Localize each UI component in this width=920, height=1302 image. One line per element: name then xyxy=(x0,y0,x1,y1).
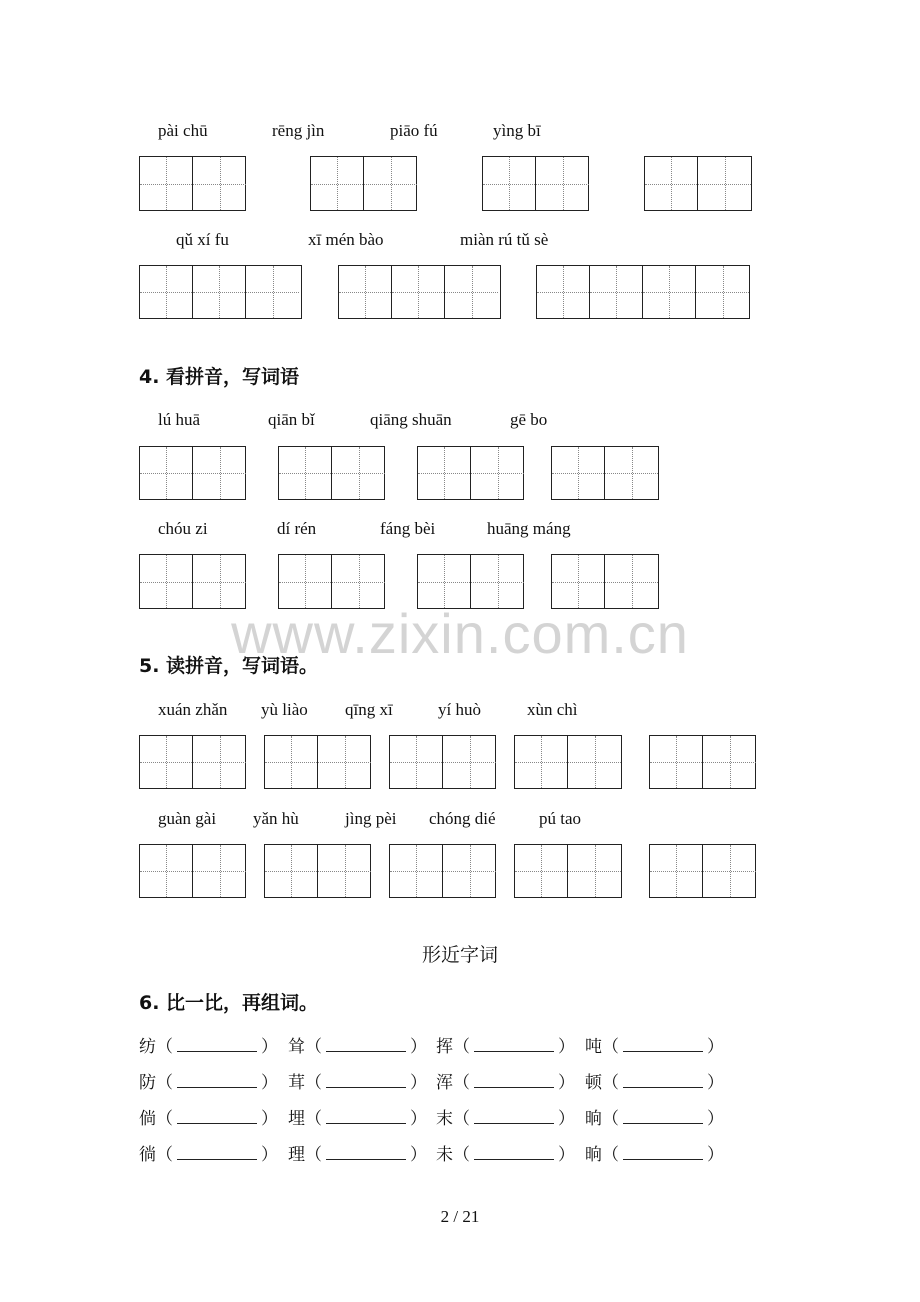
open-paren: （ xyxy=(156,1073,173,1093)
writing-grid[interactable] xyxy=(551,554,659,609)
compare-char: 未 xyxy=(436,1145,453,1165)
pinyin-label: gē bo xyxy=(510,410,548,429)
grid-cell[interactable] xyxy=(445,266,498,318)
writing-grid[interactable] xyxy=(389,735,496,789)
close-paren: ） xyxy=(261,1109,278,1129)
grid-cell[interactable] xyxy=(390,736,443,788)
compare-item xyxy=(436,1073,575,1092)
compare-char: 晌 xyxy=(585,1109,602,1129)
pinyin-label: guàn gài xyxy=(158,809,217,828)
grid-cell[interactable] xyxy=(590,266,643,318)
section-4-heading: 4. 看拼音，写词语 xyxy=(139,366,300,388)
close-paren: ） xyxy=(707,1145,724,1165)
open-paren: （ xyxy=(156,1109,173,1129)
grid-cell[interactable] xyxy=(140,447,193,499)
writing-grid[interactable] xyxy=(514,844,622,898)
grid-cell[interactable] xyxy=(140,736,193,788)
close-paren: ） xyxy=(558,1109,575,1129)
grid-cell[interactable] xyxy=(193,157,246,210)
grid-cell[interactable] xyxy=(568,736,621,788)
grid-cell[interactable] xyxy=(471,447,524,499)
answer-blank[interactable] xyxy=(623,1073,703,1088)
writing-grid[interactable] xyxy=(417,446,524,500)
grid-cell[interactable] xyxy=(390,845,443,897)
open-paren: （ xyxy=(453,1073,470,1093)
section-subtitle: 形近字词 xyxy=(421,944,498,966)
open-paren: （ xyxy=(305,1037,322,1057)
grid-cell[interactable] xyxy=(471,555,524,608)
writing-grid[interactable] xyxy=(278,554,385,609)
pinyin-label: huāng máng xyxy=(487,519,571,538)
grid-cell[interactable] xyxy=(418,555,471,608)
close-paren: ） xyxy=(261,1145,278,1165)
section-6-heading: 6. 比一比，再组词。 xyxy=(139,992,319,1014)
pinyin-label: lú huā xyxy=(158,410,201,429)
compare-item xyxy=(139,1073,278,1092)
pinyin-label: rēng jìn xyxy=(272,121,325,140)
grid-cell[interactable] xyxy=(193,555,246,608)
writing-grid[interactable] xyxy=(649,735,756,789)
compare-char: 浑 xyxy=(436,1073,453,1093)
grid-cell[interactable] xyxy=(483,157,536,210)
pinyin-label: chóu zi xyxy=(158,519,208,538)
grid-cell[interactable] xyxy=(311,157,364,210)
grid-cell[interactable] xyxy=(703,736,756,788)
answer-blank[interactable] xyxy=(474,1073,554,1088)
answer-blank[interactable] xyxy=(177,1073,257,1088)
grid-cell[interactable] xyxy=(703,845,756,897)
pinyin-label: yìng bī xyxy=(493,121,541,140)
section-5-heading: 5. 读拼音，写词语。 xyxy=(139,655,319,677)
grid-cell[interactable] xyxy=(193,266,246,318)
answer-blank[interactable] xyxy=(623,1145,703,1160)
open-paren: （ xyxy=(156,1037,173,1057)
compare-char: 埋 xyxy=(288,1109,305,1129)
compare-char: 徜 xyxy=(139,1145,156,1165)
pinyin-label: jìng pèi xyxy=(345,809,397,828)
open-paren: （ xyxy=(453,1109,470,1129)
grid-cell[interactable] xyxy=(696,266,749,318)
grid-cell[interactable] xyxy=(650,736,703,788)
compare-char: 茸 xyxy=(288,1073,305,1093)
compare-item xyxy=(139,1145,278,1164)
compare-char: 防 xyxy=(139,1073,156,1093)
answer-blank[interactable] xyxy=(326,1073,406,1088)
open-paren: （ xyxy=(156,1145,173,1165)
close-paren: ） xyxy=(558,1037,575,1057)
writing-grid[interactable] xyxy=(139,265,302,319)
grid-cell[interactable] xyxy=(332,447,385,499)
pinyin-label: chóng dié xyxy=(429,809,496,828)
open-paren: （ xyxy=(305,1145,322,1165)
writing-grid[interactable] xyxy=(482,156,589,211)
compare-item xyxy=(288,1073,427,1092)
compare-char: 耸 xyxy=(288,1037,305,1057)
writing-grid[interactable] xyxy=(514,735,622,789)
writing-grid[interactable] xyxy=(139,844,246,898)
pinyin-label: qiāng shuān xyxy=(370,410,452,429)
grid-cell[interactable] xyxy=(643,266,696,318)
compare-item xyxy=(585,1109,724,1128)
writing-grid[interactable] xyxy=(338,265,501,319)
open-paren: （ xyxy=(305,1073,322,1093)
writing-grid[interactable] xyxy=(536,265,750,319)
pinyin-label: piāo fú xyxy=(390,121,438,140)
compare-item xyxy=(288,1109,427,1128)
open-paren: （ xyxy=(602,1145,619,1165)
compare-item xyxy=(436,1037,575,1056)
writing-grid[interactable] xyxy=(139,446,246,500)
compare-item xyxy=(585,1145,724,1164)
grid-cell[interactable] xyxy=(265,736,318,788)
grid-cell[interactable] xyxy=(418,447,471,499)
grid-cell[interactable] xyxy=(552,447,605,499)
close-paren: ） xyxy=(558,1073,575,1093)
page-number: 2 / 21 xyxy=(440,1207,480,1226)
compare-item xyxy=(139,1109,278,1128)
grid-cell[interactable] xyxy=(140,845,193,897)
writing-grid[interactable] xyxy=(139,735,246,789)
answer-blank[interactable] xyxy=(623,1109,703,1124)
grid-cell[interactable] xyxy=(645,157,698,210)
grid-cell[interactable] xyxy=(140,555,193,608)
compare-char: 吨 xyxy=(585,1037,602,1057)
open-paren: （ xyxy=(602,1109,619,1129)
grid-cell[interactable] xyxy=(605,447,658,499)
compare-char: 挥 xyxy=(436,1037,453,1057)
pinyin-label: dí rén xyxy=(277,519,317,538)
grid-cell[interactable] xyxy=(515,845,568,897)
writing-grid[interactable] xyxy=(139,554,246,609)
answer-blank[interactable] xyxy=(326,1145,406,1160)
close-paren: ） xyxy=(707,1109,724,1129)
grid-cell[interactable] xyxy=(318,845,371,897)
pinyin-label: yí huò xyxy=(438,700,481,719)
grid-cell[interactable] xyxy=(246,266,299,318)
close-paren: ） xyxy=(410,1037,427,1057)
open-paren: （ xyxy=(602,1037,619,1057)
grid-cell[interactable] xyxy=(193,447,246,499)
grid-cell[interactable] xyxy=(364,157,417,210)
compare-item xyxy=(139,1037,278,1056)
grid-cell[interactable] xyxy=(443,845,496,897)
grid-cell[interactable] xyxy=(193,845,246,897)
pinyin-label: qǔ xí fu xyxy=(176,230,229,249)
writing-grid[interactable] xyxy=(264,735,371,789)
writing-grid[interactable] xyxy=(644,156,752,211)
grid-cell[interactable] xyxy=(279,447,332,499)
grid-cell[interactable] xyxy=(650,845,703,897)
watermark: www.zixin.com.cn xyxy=(231,602,689,665)
close-paren: ） xyxy=(410,1109,427,1129)
compare-char: 倘 xyxy=(139,1109,156,1129)
answer-blank[interactable] xyxy=(326,1109,406,1124)
writing-grid[interactable] xyxy=(417,554,524,609)
close-paren: ） xyxy=(558,1145,575,1165)
open-paren: （ xyxy=(453,1145,470,1165)
open-paren: （ xyxy=(453,1037,470,1057)
writing-grid[interactable] xyxy=(264,844,371,898)
pinyin-label: xùn chì xyxy=(527,700,578,719)
grid-cell[interactable] xyxy=(279,555,332,608)
close-paren: ） xyxy=(707,1037,724,1057)
answer-blank[interactable] xyxy=(623,1037,703,1052)
answer-blank[interactable] xyxy=(326,1037,406,1052)
writing-grid[interactable] xyxy=(278,446,385,500)
writing-grid[interactable] xyxy=(649,844,756,898)
writing-grid[interactable] xyxy=(389,844,496,898)
close-paren: ） xyxy=(261,1037,278,1057)
grid-cell[interactable] xyxy=(140,157,193,210)
grid-cell[interactable] xyxy=(536,157,589,210)
open-paren: （ xyxy=(602,1073,619,1093)
grid-cell[interactable] xyxy=(605,555,658,608)
pinyin-label: pú tao xyxy=(539,809,582,828)
writing-grid[interactable] xyxy=(310,156,417,211)
answer-blank[interactable] xyxy=(177,1145,257,1160)
grid-cell[interactable] xyxy=(552,555,605,608)
grid-cell[interactable] xyxy=(392,266,445,318)
pinyin-label: xuán zhǎn xyxy=(158,700,228,719)
close-paren: ） xyxy=(707,1073,724,1093)
compare-item xyxy=(585,1073,724,1092)
compare-item xyxy=(288,1037,427,1056)
pinyin-label: yù liào xyxy=(261,700,308,719)
pinyin-label: miàn rú tǔ sè xyxy=(460,230,549,249)
compare-char: 纺 xyxy=(139,1037,156,1057)
open-paren: （ xyxy=(305,1109,322,1129)
grid-cell[interactable] xyxy=(318,736,371,788)
grid-cell[interactable] xyxy=(568,845,621,897)
answer-blank[interactable] xyxy=(177,1037,257,1052)
compare-item xyxy=(288,1145,427,1164)
answer-blank[interactable] xyxy=(474,1109,554,1124)
writing-grid[interactable] xyxy=(551,446,659,500)
pinyin-label: yǎn hù xyxy=(253,809,299,828)
answer-blank[interactable] xyxy=(177,1109,257,1124)
pinyin-label: fáng bèi xyxy=(380,519,436,538)
grid-cell[interactable] xyxy=(443,736,496,788)
grid-cell[interactable] xyxy=(140,266,193,318)
grid-cell[interactable] xyxy=(193,736,246,788)
pinyin-label: qīng xī xyxy=(345,700,393,719)
grid-cell[interactable] xyxy=(339,266,392,318)
grid-cell[interactable] xyxy=(265,845,318,897)
grid-cell[interactable] xyxy=(537,266,590,318)
compare-item xyxy=(436,1145,575,1164)
answer-blank[interactable] xyxy=(474,1037,554,1052)
pinyin-label: xī mén bào xyxy=(308,230,384,249)
close-paren: ） xyxy=(261,1073,278,1093)
grid-cell[interactable] xyxy=(332,555,385,608)
writing-grid[interactable] xyxy=(139,156,246,211)
compare-char: 理 xyxy=(288,1145,305,1165)
compare-char: 末 xyxy=(436,1109,453,1129)
compare-item xyxy=(585,1037,724,1056)
close-paren: ） xyxy=(410,1073,427,1093)
answer-blank[interactable] xyxy=(474,1145,554,1160)
pinyin-label: qiān bǐ xyxy=(268,410,315,429)
compare-char: 晌 xyxy=(585,1145,602,1165)
grid-cell[interactable] xyxy=(698,157,751,210)
compare-char: 顿 xyxy=(585,1073,602,1093)
close-paren: ） xyxy=(410,1145,427,1165)
compare-item xyxy=(436,1109,575,1128)
pinyin-label: pài chū xyxy=(158,121,208,140)
grid-cell[interactable] xyxy=(515,736,568,788)
